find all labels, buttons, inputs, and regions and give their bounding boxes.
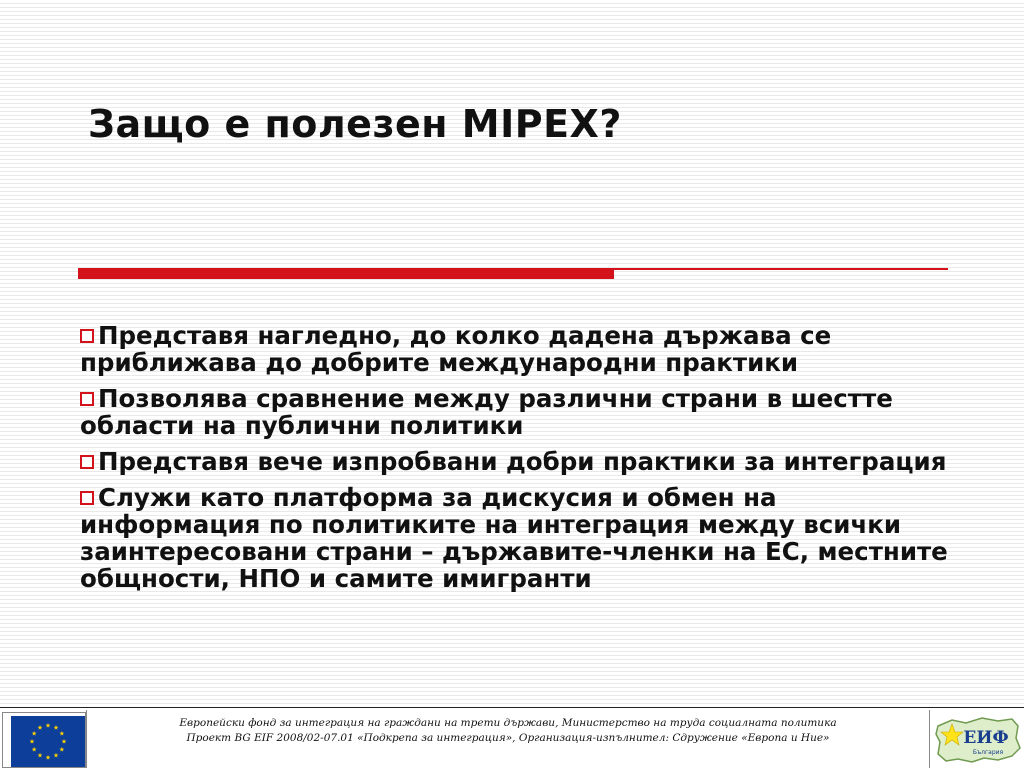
bullet-text: Представя нагледно, до колко дадена държава се приближава до добрите международни практики — [80, 321, 832, 377]
bullet-text: Служи като платформа за дискусия и обмен на информация по политиките на интеграция между всички заинтересовани страни – държавите-членки на ЕС, местните общности, НПО и самите имигранти — [80, 483, 948, 593]
footer-divider — [0, 707, 1024, 708]
bullet-item — [80, 322, 960, 376]
eu-flag-frame — [2, 712, 86, 768]
footer — [0, 710, 1024, 768]
slide-title: Защо е полезен MIPEX? — [88, 102, 622, 146]
eif-logo-subtext: България — [972, 749, 1004, 756]
bullet-text: Позволява сравнение между различни страни в шестте области на публични политики — [80, 384, 893, 440]
title-underline-thick — [78, 268, 614, 279]
title-underline-thin — [614, 268, 948, 270]
bullet-list — [80, 322, 960, 601]
square-bullet-icon — [80, 329, 94, 343]
bullet-item — [80, 385, 960, 439]
footer-line-1: Европейски фонд за интеграция на граждани на трети държави, Министерство на труда социалната политика — [179, 717, 837, 729]
eif-logo-icon — [932, 712, 1022, 768]
square-bullet-icon — [80, 392, 94, 406]
bullet-text: Представя вече изпробвани добри практики за интеграция — [98, 447, 947, 476]
square-bullet-icon — [80, 491, 94, 505]
square-bullet-icon — [80, 455, 94, 469]
footer-line-2: Проект BG EIF 2008/02-07.01 «Подкрепа за интеграция», Организация-изпълнител: Сдружение «Европа и Ние» — [186, 732, 830, 744]
eif-logo-text: ЕИФ — [963, 728, 1009, 748]
bullet-item — [80, 448, 960, 475]
footer-text-block — [86, 710, 930, 768]
eu-flag-icon — [11, 716, 85, 767]
bullet-item — [80, 484, 960, 592]
